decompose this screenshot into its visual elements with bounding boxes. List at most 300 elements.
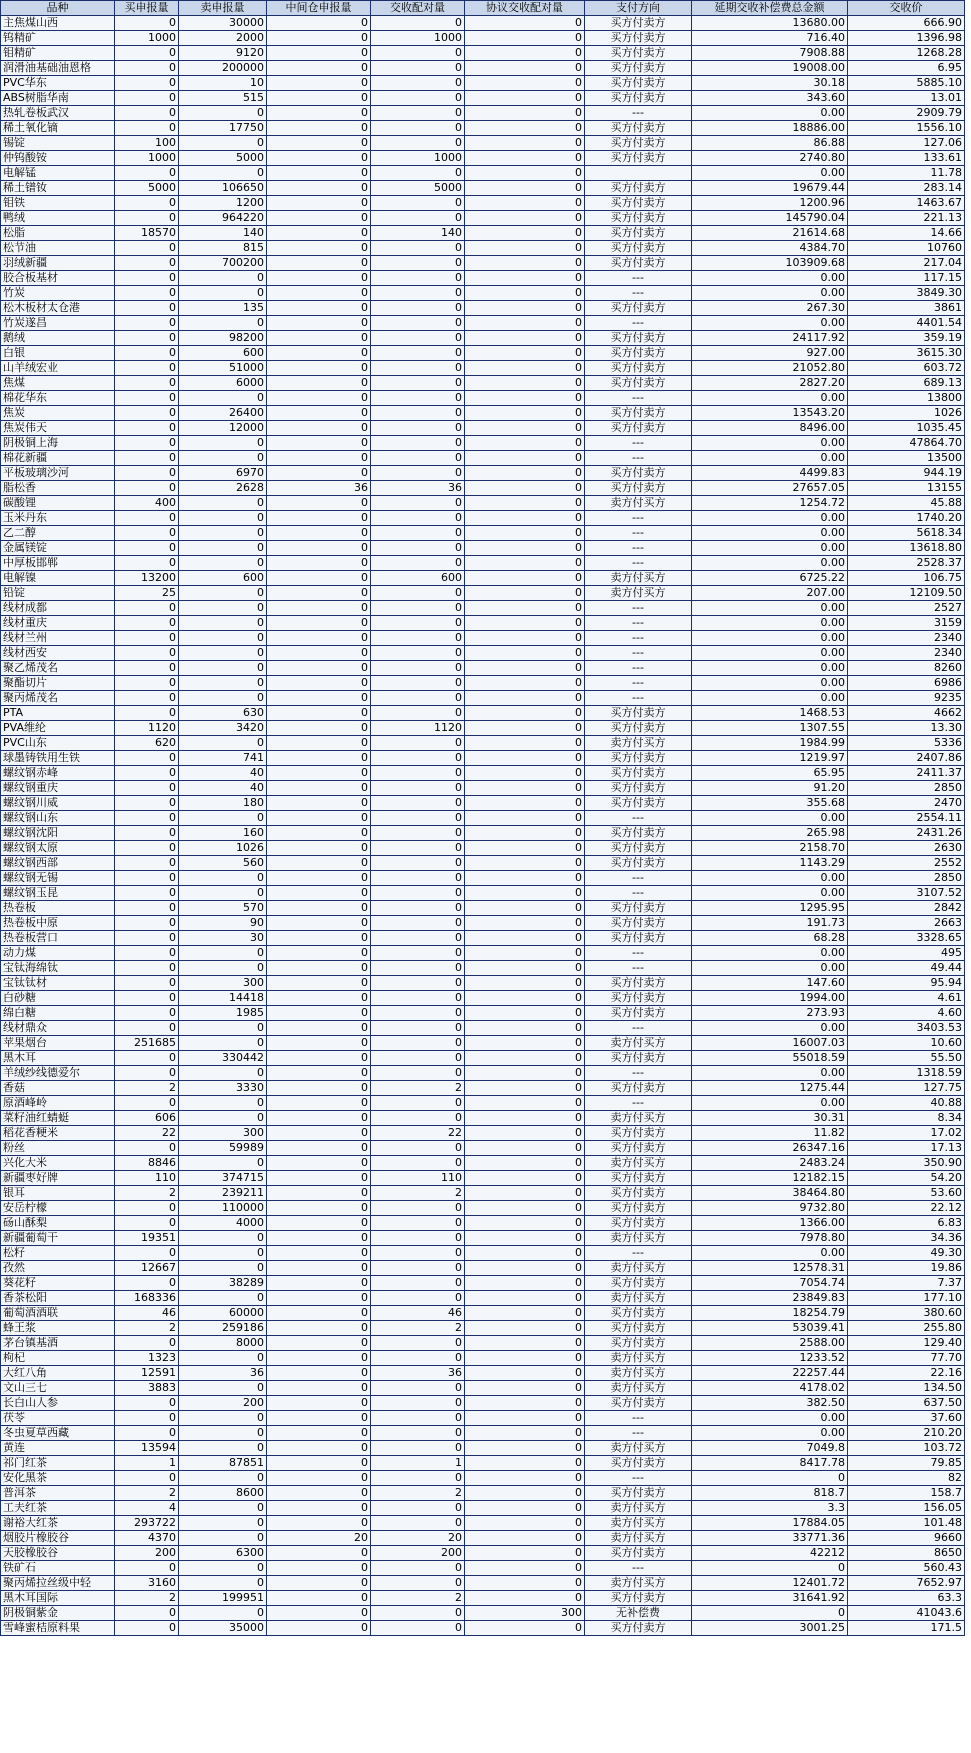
cell-sell-qty: 1200 — [179, 196, 267, 211]
cell-matched-qty: 2 — [371, 1186, 465, 1201]
cell-matched-qty: 0 — [371, 1576, 465, 1591]
cell-agreement-matched-qty: 0 — [465, 661, 585, 676]
cell-middle-warehouse-qty: 0 — [267, 601, 371, 616]
cell-sell-qty: 0 — [179, 1246, 267, 1261]
cell-buy-qty: 0 — [115, 436, 179, 451]
cell-payment-direction: 卖方付买方 — [585, 1576, 692, 1591]
header-variety: 品种 — [1, 1, 115, 16]
cell-agreement-matched-qty: 0 — [465, 1006, 585, 1021]
cell-payment-direction: --- — [585, 691, 692, 706]
cell-buy-qty: 620 — [115, 736, 179, 751]
cell-delivery-price: 1026 — [848, 406, 965, 421]
cell-matched-qty: 0 — [371, 1051, 465, 1066]
cell-variety: ABS树脂华南 — [1, 91, 115, 106]
cell-compensation-total: 0 — [692, 1606, 848, 1621]
cell-variety: 安化黑茶 — [1, 1471, 115, 1486]
cell-payment-direction: 买方付卖方 — [585, 991, 692, 1006]
table-row — [1, 1201, 965, 1216]
cell-middle-warehouse-qty: 0 — [267, 1126, 371, 1141]
cell-compensation-total: 22257.44 — [692, 1366, 848, 1381]
cell-buy-qty: 0 — [115, 601, 179, 616]
cell-delivery-price: 2552 — [848, 856, 965, 871]
cell-variety: 电解镍 — [1, 571, 115, 586]
table-row — [1, 76, 965, 91]
cell-agreement-matched-qty: 0 — [465, 196, 585, 211]
cell-compensation-total: 355.68 — [692, 796, 848, 811]
cell-agreement-matched-qty: 0 — [465, 1396, 585, 1411]
cell-matched-qty: 0 — [371, 586, 465, 601]
cell-buy-qty: 12591 — [115, 1366, 179, 1381]
cell-agreement-matched-qty: 0 — [465, 286, 585, 301]
cell-buy-qty: 0 — [115, 166, 179, 181]
cell-sell-qty: 0 — [179, 1261, 267, 1276]
cell-matched-qty: 0 — [371, 166, 465, 181]
table-row — [1, 916, 965, 931]
cell-sell-qty: 330442 — [179, 1051, 267, 1066]
cell-sell-qty: 0 — [179, 136, 267, 151]
cell-buy-qty: 1323 — [115, 1351, 179, 1366]
cell-sell-qty: 160 — [179, 826, 267, 841]
cell-sell-qty: 30000 — [179, 16, 267, 31]
cell-variety: 润滑油基础油恩格 — [1, 61, 115, 76]
cell-delivery-price: 4401.54 — [848, 316, 965, 331]
cell-matched-qty: 0 — [371, 1261, 465, 1276]
table-row — [1, 706, 965, 721]
cell-compensation-total: 86.88 — [692, 136, 848, 151]
cell-matched-qty: 0 — [371, 991, 465, 1006]
cell-payment-direction: 买方付卖方 — [585, 376, 692, 391]
cell-variety: 羊绒纱线德爱尔 — [1, 1066, 115, 1081]
cell-middle-warehouse-qty: 0 — [267, 1561, 371, 1576]
cell-buy-qty: 0 — [115, 376, 179, 391]
cell-compensation-total: 6725.22 — [692, 571, 848, 586]
cell-agreement-matched-qty: 0 — [465, 1501, 585, 1516]
table-row — [1, 556, 965, 571]
cell-payment-direction: --- — [585, 886, 692, 901]
cell-sell-qty: 0 — [179, 271, 267, 286]
table-row — [1, 1561, 965, 1576]
cell-matched-qty: 200 — [371, 1546, 465, 1561]
cell-agreement-matched-qty: 0 — [465, 961, 585, 976]
cell-delivery-price: 2909.79 — [848, 106, 965, 121]
table-row — [1, 796, 965, 811]
cell-compensation-total: 1219.97 — [692, 751, 848, 766]
cell-variety: 烟胶片橡胶谷 — [1, 1531, 115, 1546]
cell-buy-qty: 0 — [115, 1051, 179, 1066]
cell-agreement-matched-qty: 0 — [465, 526, 585, 541]
cell-compensation-total: 0.00 — [692, 631, 848, 646]
cell-compensation-total: 1254.72 — [692, 496, 848, 511]
cell-payment-direction: 买方付卖方 — [585, 361, 692, 376]
cell-payment-direction: 买方付卖方 — [585, 481, 692, 496]
cell-payment-direction: 买方付卖方 — [585, 1171, 692, 1186]
table-row — [1, 286, 965, 301]
cell-agreement-matched-qty: 0 — [465, 316, 585, 331]
cell-middle-warehouse-qty: 0 — [267, 1036, 371, 1051]
cell-payment-direction: 买方付卖方 — [585, 1081, 692, 1096]
cell-middle-warehouse-qty: 0 — [267, 781, 371, 796]
cell-compensation-total: 8496.00 — [692, 421, 848, 436]
cell-payment-direction: 买方付卖方 — [585, 916, 692, 931]
cell-payment-direction: 卖方付买方 — [585, 1366, 692, 1381]
cell-payment-direction: 买方付卖方 — [585, 331, 692, 346]
cell-agreement-matched-qty: 0 — [465, 451, 585, 466]
cell-buy-qty: 0 — [115, 1426, 179, 1441]
cell-compensation-total: 0.00 — [692, 646, 848, 661]
cell-buy-qty: 1120 — [115, 721, 179, 736]
cell-compensation-total: 53039.41 — [692, 1321, 848, 1336]
table-row — [1, 1246, 965, 1261]
cell-variety: 棉花新疆 — [1, 451, 115, 466]
table-row — [1, 751, 965, 766]
cell-buy-qty: 0 — [115, 646, 179, 661]
cell-middle-warehouse-qty: 0 — [267, 1051, 371, 1066]
cell-matched-qty: 0 — [371, 631, 465, 646]
cell-sell-qty: 0 — [179, 1021, 267, 1036]
cell-agreement-matched-qty: 0 — [465, 331, 585, 346]
cell-variety: 稻花香粳米 — [1, 1126, 115, 1141]
cell-payment-direction: 买方付卖方 — [585, 751, 692, 766]
cell-compensation-total: 2740.80 — [692, 151, 848, 166]
table-row — [1, 961, 965, 976]
cell-variety: 黑木耳国际 — [1, 1591, 115, 1606]
cell-matched-qty: 0 — [371, 1276, 465, 1291]
cell-sell-qty: 0 — [179, 106, 267, 121]
cell-matched-qty: 0 — [371, 751, 465, 766]
cell-middle-warehouse-qty: 0 — [267, 136, 371, 151]
cell-agreement-matched-qty: 0 — [465, 436, 585, 451]
cell-matched-qty: 2 — [371, 1081, 465, 1096]
cell-delivery-price: 5618.34 — [848, 526, 965, 541]
cell-variety: 枸杞 — [1, 1351, 115, 1366]
cell-agreement-matched-qty: 0 — [465, 376, 585, 391]
cell-compensation-total: 91.20 — [692, 781, 848, 796]
cell-agreement-matched-qty: 0 — [465, 241, 585, 256]
cell-payment-direction: 买方付卖方 — [585, 1201, 692, 1216]
cell-middle-warehouse-qty: 0 — [267, 61, 371, 76]
cell-agreement-matched-qty: 0 — [465, 736, 585, 751]
table-row — [1, 1621, 965, 1636]
table-row — [1, 1486, 965, 1501]
cell-agreement-matched-qty: 0 — [465, 616, 585, 631]
header-matched-qty: 交收配对量 — [371, 1, 465, 16]
cell-variety: 竹炭遂昌 — [1, 316, 115, 331]
table-row — [1, 841, 965, 856]
cell-variety: 金属镁锭 — [1, 541, 115, 556]
cell-delivery-price: 2850 — [848, 781, 965, 796]
cell-buy-qty: 8846 — [115, 1156, 179, 1171]
cell-agreement-matched-qty: 0 — [465, 1111, 585, 1126]
cell-delivery-price: 2850 — [848, 871, 965, 886]
cell-delivery-price: 47864.70 — [848, 436, 965, 451]
cell-compensation-total: 382.50 — [692, 1396, 848, 1411]
cell-delivery-price: 1268.28 — [848, 46, 965, 61]
table-row — [1, 271, 965, 286]
cell-buy-qty: 0 — [115, 1021, 179, 1036]
cell-matched-qty: 0 — [371, 1036, 465, 1051]
table-row — [1, 91, 965, 106]
table-row — [1, 61, 965, 76]
cell-buy-qty: 0 — [115, 961, 179, 976]
cell-sell-qty: 0 — [179, 646, 267, 661]
table-row — [1, 1471, 965, 1486]
cell-matched-qty: 0 — [371, 916, 465, 931]
cell-matched-qty: 0 — [371, 1381, 465, 1396]
cell-compensation-total: 18886.00 — [692, 121, 848, 136]
cell-sell-qty: 87851 — [179, 1456, 267, 1471]
cell-delivery-price: 10760 — [848, 241, 965, 256]
cell-middle-warehouse-qty: 0 — [267, 901, 371, 916]
cell-matched-qty: 0 — [371, 1621, 465, 1636]
header-compensation-total: 延期交收补偿费总金额 — [692, 1, 848, 16]
cell-sell-qty: 0 — [179, 1291, 267, 1306]
cell-middle-warehouse-qty: 0 — [267, 316, 371, 331]
cell-agreement-matched-qty: 0 — [465, 796, 585, 811]
cell-sell-qty: 90 — [179, 916, 267, 931]
cell-buy-qty: 0 — [115, 76, 179, 91]
cell-agreement-matched-qty: 0 — [465, 901, 585, 916]
cell-middle-warehouse-qty: 0 — [267, 586, 371, 601]
cell-buy-qty: 0 — [115, 616, 179, 631]
cell-buy-qty: 200 — [115, 1546, 179, 1561]
cell-payment-direction: 买方付卖方 — [585, 346, 692, 361]
cell-buy-qty: 0 — [115, 301, 179, 316]
cell-variety: 碳酸锂 — [1, 496, 115, 511]
cell-payment-direction: 卖方付买方 — [585, 571, 692, 586]
cell-agreement-matched-qty: 0 — [465, 181, 585, 196]
table-row — [1, 436, 965, 451]
cell-payment-direction: 卖方付买方 — [585, 586, 692, 601]
cell-variety: 松脂 — [1, 226, 115, 241]
cell-matched-qty: 0 — [371, 211, 465, 226]
cell-agreement-matched-qty: 0 — [465, 841, 585, 856]
cell-matched-qty: 0 — [371, 436, 465, 451]
table-row — [1, 46, 965, 61]
cell-buy-qty: 0 — [115, 61, 179, 76]
cell-compensation-total: 0.00 — [692, 106, 848, 121]
cell-variety: 蜂王浆 — [1, 1321, 115, 1336]
cell-compensation-total: 0.00 — [692, 556, 848, 571]
cell-payment-direction: 买方付卖方 — [585, 121, 692, 136]
cell-agreement-matched-qty: 0 — [465, 1381, 585, 1396]
cell-compensation-total: 38464.80 — [692, 1186, 848, 1201]
cell-matched-qty: 0 — [371, 1441, 465, 1456]
cell-agreement-matched-qty: 0 — [465, 1186, 585, 1201]
cell-variety: 工夫红茶 — [1, 1501, 115, 1516]
cell-matched-qty: 110 — [371, 1171, 465, 1186]
cell-buy-qty: 25 — [115, 586, 179, 601]
cell-matched-qty: 0 — [371, 541, 465, 556]
table-row — [1, 1531, 965, 1546]
cell-agreement-matched-qty: 0 — [465, 1321, 585, 1336]
cell-buy-qty: 0 — [115, 466, 179, 481]
cell-variety: 新疆葡萄干 — [1, 1231, 115, 1246]
cell-buy-qty: 18570 — [115, 226, 179, 241]
cell-delivery-price: 2527 — [848, 601, 965, 616]
cell-payment-direction: 买方付卖方 — [585, 76, 692, 91]
cell-agreement-matched-qty: 0 — [465, 166, 585, 181]
cell-middle-warehouse-qty: 0 — [267, 886, 371, 901]
cell-agreement-matched-qty: 0 — [465, 946, 585, 961]
cell-compensation-total: 16007.03 — [692, 1036, 848, 1051]
cell-agreement-matched-qty: 0 — [465, 541, 585, 556]
cell-sell-qty: 0 — [179, 391, 267, 406]
table-row — [1, 496, 965, 511]
cell-sell-qty: 6000 — [179, 376, 267, 391]
cell-buy-qty: 0 — [115, 1471, 179, 1486]
cell-variety: 钼精矿 — [1, 46, 115, 61]
cell-compensation-total: 2588.00 — [692, 1336, 848, 1351]
cell-compensation-total: 0.00 — [692, 511, 848, 526]
cell-agreement-matched-qty: 0 — [465, 1486, 585, 1501]
cell-variety: 聚丙烯茂名 — [1, 691, 115, 706]
cell-payment-direction: 买方付卖方 — [585, 211, 692, 226]
table-row — [1, 1591, 965, 1606]
cell-buy-qty: 2 — [115, 1081, 179, 1096]
cell-matched-qty: 0 — [371, 871, 465, 886]
cell-compensation-total: 7054.74 — [692, 1276, 848, 1291]
table-row — [1, 331, 965, 346]
table-row — [1, 601, 965, 616]
cell-matched-qty: 0 — [371, 196, 465, 211]
cell-sell-qty: 300 — [179, 976, 267, 991]
cell-payment-direction: 卖方付买方 — [585, 1111, 692, 1126]
cell-compensation-total: 23849.83 — [692, 1291, 848, 1306]
cell-delivery-price: 17.02 — [848, 1126, 965, 1141]
cell-delivery-price: 3328.65 — [848, 931, 965, 946]
cell-sell-qty: 0 — [179, 1111, 267, 1126]
cell-compensation-total: 42212 — [692, 1546, 848, 1561]
cell-agreement-matched-qty: 0 — [465, 1021, 585, 1036]
cell-variety: 竹炭 — [1, 286, 115, 301]
cell-delivery-price: 95.94 — [848, 976, 965, 991]
cell-sell-qty: 6970 — [179, 466, 267, 481]
cell-payment-direction: 买方付卖方 — [585, 421, 692, 436]
cell-sell-qty: 3420 — [179, 721, 267, 736]
cell-sell-qty: 560 — [179, 856, 267, 871]
cell-compensation-total: 0.00 — [692, 451, 848, 466]
cell-matched-qty: 0 — [371, 331, 465, 346]
cell-payment-direction: 买方付卖方 — [585, 241, 692, 256]
cell-variety: 热卷板中原 — [1, 916, 115, 931]
cell-middle-warehouse-qty: 0 — [267, 796, 371, 811]
cell-compensation-total: 267.30 — [692, 301, 848, 316]
cell-sell-qty: 0 — [179, 436, 267, 451]
cell-delivery-price: 1396.98 — [848, 31, 965, 46]
cell-middle-warehouse-qty: 0 — [267, 1111, 371, 1126]
cell-variety: 胶合板基材 — [1, 271, 115, 286]
table-row — [1, 811, 965, 826]
cell-variety: 焦炭伟天 — [1, 421, 115, 436]
cell-sell-qty: 0 — [179, 1156, 267, 1171]
cell-matched-qty: 0 — [371, 976, 465, 991]
cell-middle-warehouse-qty: 0 — [267, 526, 371, 541]
cell-sell-qty: 2628 — [179, 481, 267, 496]
cell-delivery-price: 158.7 — [848, 1486, 965, 1501]
cell-variety: 香菇 — [1, 1081, 115, 1096]
cell-variety: 葵花籽 — [1, 1276, 115, 1291]
cell-payment-direction: --- — [585, 541, 692, 556]
cell-delivery-price: 177.10 — [848, 1291, 965, 1306]
cell-matched-qty: 0 — [371, 1426, 465, 1441]
cell-variety: 白银 — [1, 346, 115, 361]
cell-buy-qty: 0 — [115, 286, 179, 301]
cell-payment-direction: 买方付卖方 — [585, 1306, 692, 1321]
cell-variety: 锡锭 — [1, 136, 115, 151]
cell-variety: 稀土镨钕 — [1, 181, 115, 196]
table-row — [1, 1576, 965, 1591]
cell-buy-qty: 100 — [115, 136, 179, 151]
cell-variety: 葡萄酒酒联 — [1, 1306, 115, 1321]
cell-buy-qty: 0 — [115, 811, 179, 826]
cell-variety: 新疆枣好牌 — [1, 1171, 115, 1186]
cell-matched-qty: 0 — [371, 301, 465, 316]
cell-variety: PVC华东 — [1, 76, 115, 91]
cell-buy-qty: 0 — [115, 1561, 179, 1576]
cell-sell-qty: 600 — [179, 571, 267, 586]
cell-agreement-matched-qty: 0 — [465, 1426, 585, 1441]
cell-variety: 安岳柠檬 — [1, 1201, 115, 1216]
cell-sell-qty: 0 — [179, 286, 267, 301]
cell-matched-qty: 0 — [371, 91, 465, 106]
cell-matched-qty: 0 — [371, 1216, 465, 1231]
cell-delivery-price: 37.60 — [848, 1411, 965, 1426]
cell-buy-qty: 0 — [115, 1276, 179, 1291]
cell-compensation-total: 19008.00 — [692, 61, 848, 76]
cell-matched-qty: 0 — [371, 796, 465, 811]
cell-delivery-price: 6.95 — [848, 61, 965, 76]
cell-payment-direction: 买方付卖方 — [585, 1051, 692, 1066]
cell-matched-qty: 0 — [371, 931, 465, 946]
cell-sell-qty: 0 — [179, 526, 267, 541]
table-row — [1, 661, 965, 676]
cell-compensation-total: 147.60 — [692, 976, 848, 991]
cell-middle-warehouse-qty: 0 — [267, 721, 371, 736]
cell-compensation-total: 12578.31 — [692, 1261, 848, 1276]
cell-delivery-price: 127.06 — [848, 136, 965, 151]
cell-matched-qty: 0 — [371, 646, 465, 661]
cell-compensation-total: 8417.78 — [692, 1456, 848, 1471]
cell-matched-qty: 0 — [371, 736, 465, 751]
cell-variety: 螺纹钢太原 — [1, 841, 115, 856]
cell-middle-warehouse-qty: 0 — [267, 541, 371, 556]
cell-sell-qty: 200000 — [179, 61, 267, 76]
cell-sell-qty: 0 — [179, 556, 267, 571]
cell-payment-direction: 卖方付买方 — [585, 1501, 692, 1516]
cell-agreement-matched-qty: 0 — [465, 781, 585, 796]
cell-agreement-matched-qty: 0 — [465, 511, 585, 526]
cell-payment-direction: 买方付卖方 — [585, 766, 692, 781]
cell-middle-warehouse-qty: 0 — [267, 1381, 371, 1396]
cell-compensation-total: 0.00 — [692, 1411, 848, 1426]
cell-variety: 松节油 — [1, 241, 115, 256]
cell-middle-warehouse-qty: 0 — [267, 1261, 371, 1276]
cell-delivery-price: 7652.97 — [848, 1576, 965, 1591]
cell-middle-warehouse-qty: 0 — [267, 1216, 371, 1231]
table-row — [1, 1081, 965, 1096]
cell-middle-warehouse-qty: 20 — [267, 1531, 371, 1546]
cell-variety: 钨精矿 — [1, 31, 115, 46]
table-row — [1, 1141, 965, 1156]
cell-delivery-price: 560.43 — [848, 1561, 965, 1576]
cell-variety: 钼铁 — [1, 196, 115, 211]
cell-variety: 螺纹钢川威 — [1, 796, 115, 811]
cell-agreement-matched-qty: 0 — [465, 301, 585, 316]
cell-payment-direction: 买方付卖方 — [585, 976, 692, 991]
cell-variety: 线材重庆 — [1, 616, 115, 631]
cell-matched-qty: 0 — [371, 1411, 465, 1426]
cell-agreement-matched-qty: 0 — [465, 1441, 585, 1456]
